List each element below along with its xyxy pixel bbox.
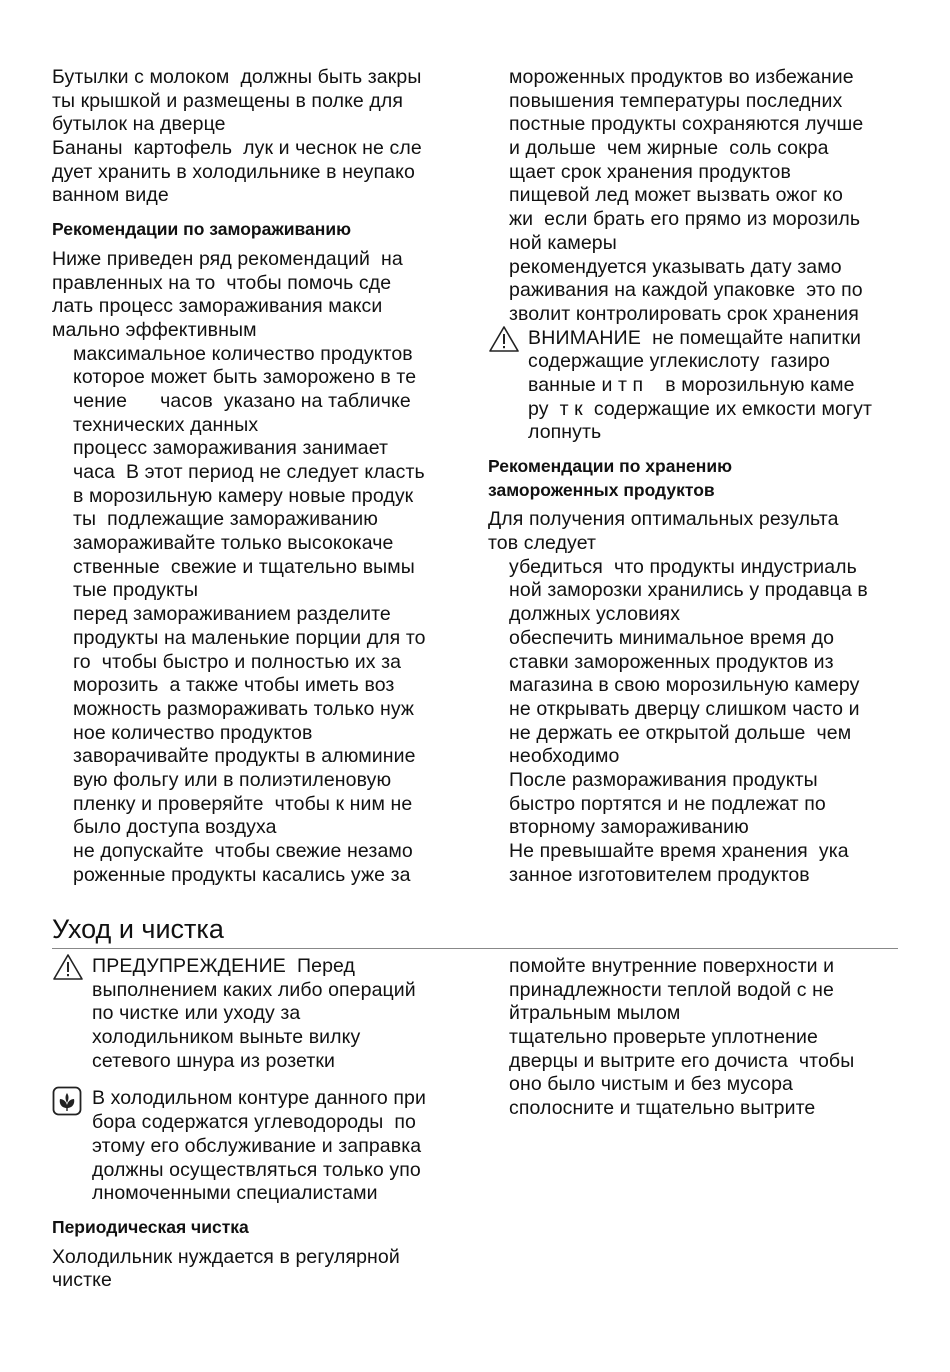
list-line: убедиться что продукты индустриаль <box>509 555 857 578</box>
list-line: зволит контролировать срок хранения <box>509 302 859 325</box>
bottom-right-column <box>488 955 908 1121</box>
text-line: Холодильник нуждается в регулярной <box>52 1245 400 1268</box>
heading-line: Рекомендации по хранению <box>488 456 733 476</box>
list-line: жи если брать его прямо из морозиль <box>509 208 861 231</box>
caution-first-line <box>92 955 472 979</box>
list-line: постные продукты сохраняются лучше <box>509 113 864 136</box>
list-line: ной камеры <box>509 231 617 254</box>
periodic-cleaning-paragraph <box>52 1246 472 1293</box>
warning-text: не помещайте напитки <box>641 326 861 349</box>
periodic-cleaning-heading: Периодическая чистка <box>52 1216 249 1237</box>
text-line: сетевого шнура из розетки <box>92 1049 335 1072</box>
list-line: йтральным мылом <box>509 1002 681 1025</box>
list-line: было доступа воздуха <box>73 816 277 839</box>
text-line: ру т к содержащие их емкости могут <box>528 397 873 420</box>
text-line: Ниже приведен ряд рекомендаций на <box>52 247 403 270</box>
list-line: можность размораживать только нуж <box>73 697 415 720</box>
list-line: мороженных продуктов во избежание <box>509 66 854 88</box>
text-line: этому его обслуживание и заправка <box>92 1134 422 1157</box>
list-line: которое может быть заморожено в те <box>73 366 417 389</box>
list-line: вую фольгу или в полиэтиленовую <box>73 768 392 791</box>
list-line: процесс замораживания занимает <box>73 437 389 460</box>
text-line: по чистке или уходу за <box>92 1002 301 1025</box>
list-line: магазина в свою морозильную камеру <box>509 674 860 697</box>
warning-first-line <box>528 327 908 351</box>
text-line: ванном виде <box>52 184 169 207</box>
list-line: и дольше чем жирные соль сокра <box>509 137 829 160</box>
storage-intro-paragraph <box>52 66 472 208</box>
list-line: го чтобы быстро и полностью их за <box>73 650 402 673</box>
list-line: щает срок хранения продуктов <box>509 160 791 183</box>
text-line: выполнением каких либо операций <box>92 978 416 1001</box>
text-line: бора содержатся углеводороды по <box>92 1111 417 1134</box>
list-line: раживания на каждой упаковке это по <box>509 279 863 302</box>
list-line: в морозильную камеру новые продук <box>73 484 414 507</box>
list-line: необходимо <box>509 745 620 768</box>
list-line: сполосните и тщательно вытрите <box>509 1097 816 1120</box>
warning-triangle-icon <box>52 953 84 981</box>
list-line: замораживайте только высококаче <box>73 532 394 555</box>
list-line: помойте внутренние поверхности и <box>509 955 835 977</box>
text-line: лопнуть <box>528 421 602 444</box>
list-line: перед замораживанием разделите <box>73 603 391 626</box>
text-line: чистке <box>52 1269 112 1292</box>
list-line: занное изготовителем продуктов <box>509 863 810 886</box>
text-line: Бутылки с молоком должны быть закры <box>52 66 422 88</box>
list-line: тые продукты <box>73 579 199 602</box>
top-left-column <box>52 66 472 887</box>
list-line: После размораживания продукты <box>509 768 818 791</box>
text-line: холодильником выньте вилку <box>92 1026 361 1049</box>
list-line: ты подлежащие замораживанию <box>73 508 378 531</box>
text-line: ты крышкой и размещены в полке для <box>52 89 404 112</box>
list-line: пищевой лед может вызвать ожог ко <box>509 184 843 207</box>
text-line: содержащие углекислоту газиро <box>528 350 830 373</box>
cleaning-list <box>488 955 908 1121</box>
list-line: вторному замораживанию <box>509 816 749 839</box>
list-line: не допускайте чтобы свежие незамо <box>73 840 413 862</box>
list-line: технических данных <box>73 413 259 436</box>
freezing-list-continued <box>488 66 908 327</box>
list-line: оно было чистым и без мусора <box>509 1073 793 1096</box>
text-line: бутылок на дверце <box>52 113 226 136</box>
caution-note <box>52 955 472 1073</box>
list-line: продукты на маленькие порции для то <box>73 626 426 649</box>
storage-list <box>488 556 908 888</box>
top-right-column <box>488 66 908 887</box>
list-line: часа В этот период не следует класть <box>73 461 425 483</box>
list-line: роженные продукты касались уже за <box>73 863 411 886</box>
list-line: максимальное количество продуктов <box>73 342 413 365</box>
list-line: чение часов указано на табличке <box>73 389 411 412</box>
freezing-list <box>52 343 472 888</box>
text-line: тов следует <box>488 532 597 555</box>
list-line: заворачивайте продукты в алюминие <box>73 745 416 768</box>
bottom-left-column <box>52 955 472 1293</box>
caution-label: ПРЕДУПРЕЖДЕНИЕ <box>92 955 286 977</box>
text-line: правленных на то чтобы помочь сде <box>52 271 392 294</box>
text-line: лать процесс замораживания макси <box>52 295 383 318</box>
storage-heading <box>488 455 908 502</box>
freezing-heading: Рекомендации по замораживанию <box>52 219 352 240</box>
list-line: Не превышайте время хранения ука <box>509 840 849 862</box>
text-line: ванные и т п в морозильную каме <box>528 373 855 396</box>
list-line: дверцы и вытрите его дочиста чтобы <box>509 1049 855 1072</box>
text-line: В холодильном контуре данного при <box>92 1087 426 1110</box>
list-line: повышения температуры последних <box>509 89 843 112</box>
section-title: Уход и чистка <box>52 912 898 949</box>
list-line: морозить а также чтобы иметь воз <box>73 674 395 697</box>
list-line: ственные свежие и тщательно вымы <box>73 555 415 578</box>
list-line: быстро портятся и не подлежат по <box>509 792 826 815</box>
list-line: ной заморозки хранились у продавца в <box>509 579 868 602</box>
list-line: рекомендуется указывать дату замо <box>509 255 842 278</box>
text-line: Для получения оптимальных результа <box>488 508 839 531</box>
text-line: лномоченными специалистами <box>92 1182 378 1205</box>
list-line: принадлежности теплой водой с не <box>509 978 834 1001</box>
heading-line: замороженных продуктов <box>488 479 715 500</box>
warning-triangle-icon <box>488 325 520 353</box>
list-line: ное количество продуктов <box>73 721 313 744</box>
text-line: мально эффективным <box>52 318 257 341</box>
list-line: не держать ее открытой дольше чем <box>509 721 852 744</box>
text-line: дует хранить в холодильнике в неупако <box>52 160 415 183</box>
list-line: должных условиях <box>509 603 681 626</box>
eco-note <box>52 1087 472 1205</box>
caution-text: Перед <box>286 955 356 977</box>
environment-icon <box>52 1086 82 1116</box>
list-line: ставки замороженных продуктов из <box>509 650 834 673</box>
freezing-intro-paragraph <box>52 248 472 343</box>
list-line: пленку и проверяйте чтобы к ним не <box>73 792 413 815</box>
list-line: не открывать дверцу слишком часто и <box>509 697 860 720</box>
warning-note <box>488 327 908 445</box>
storage-intro <box>488 508 908 555</box>
warning-label: ВНИМАНИЕ <box>528 326 642 349</box>
text-line: должны осуществляться только упо <box>92 1158 421 1181</box>
list-line: тщательно проверьте уплотнение <box>509 1026 818 1049</box>
list-line: обеспечить минимальное время до <box>509 626 835 649</box>
text-line: Бананы картофель лук и чеснок не сле <box>52 137 422 160</box>
